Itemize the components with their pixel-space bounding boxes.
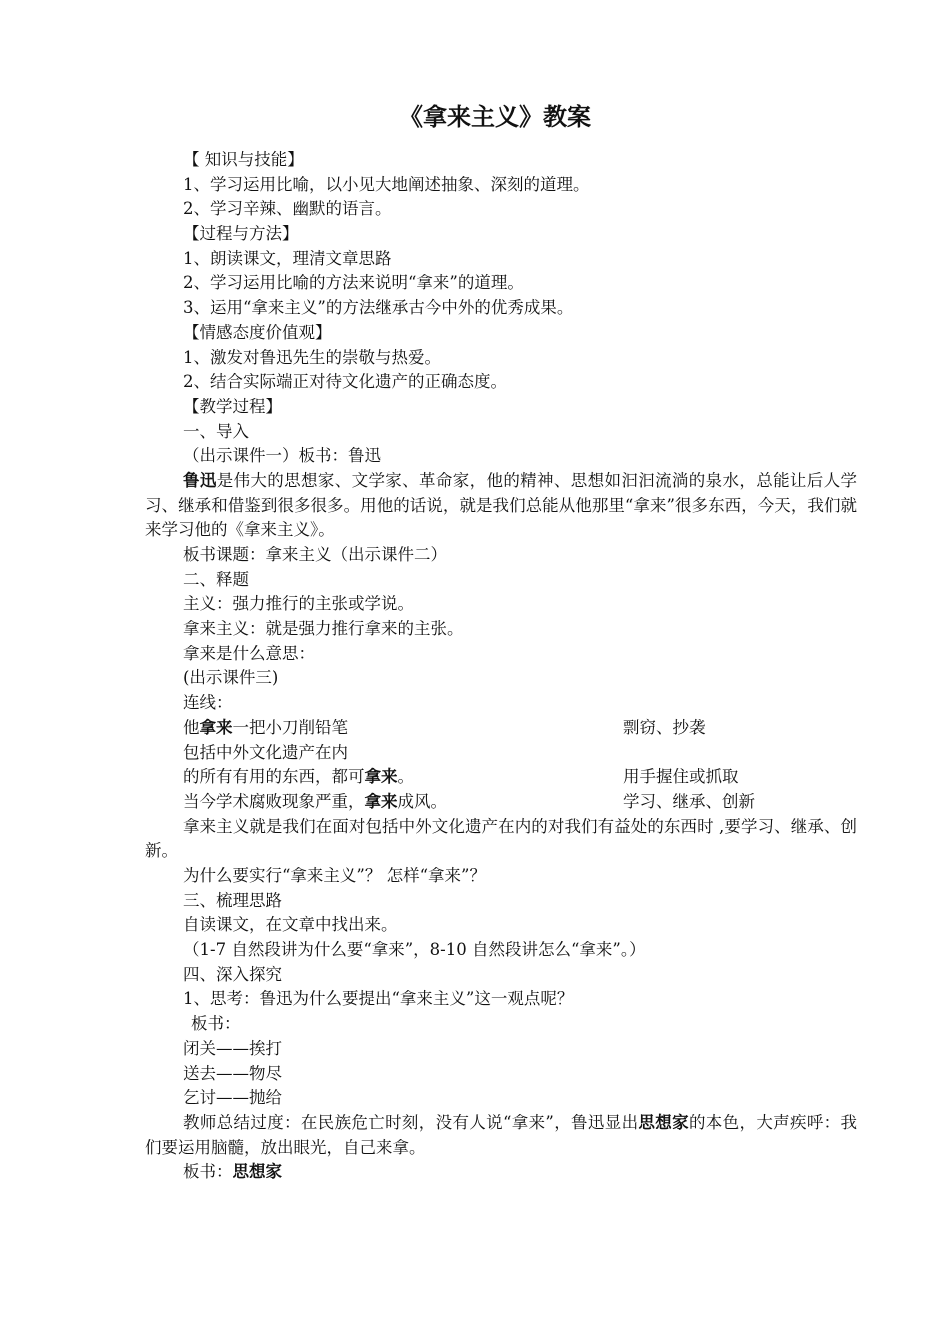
- match-3-post: 。: [397, 767, 414, 787]
- match-4-pre: 当今学术腐败现象严重，: [183, 791, 365, 811]
- match-3-bold: 拿来: [364, 767, 398, 787]
- knowledge-item-1: 1、学习运用比喻，以小见大地阐述抽象、深刻的道理。: [183, 174, 590, 194]
- knowledge-header: 【 知识与技能】: [183, 150, 304, 169]
- process-item-1: 1、朗读课文，理清文章思路: [183, 248, 392, 268]
- match-3-pre: 的所有有用的东西，都可: [183, 767, 365, 787]
- document-body: [145, 148, 857, 1185]
- knowledge-item-2: 2、学习辛辣、幽默的语言。: [183, 199, 392, 219]
- final-board-bold: 思想家: [232, 1162, 282, 1182]
- explore-board-2: 送去——物尽: [183, 1063, 282, 1083]
- explain-heading: 二、释题: [183, 569, 249, 589]
- explain-question: 拿来是什么意思：: [183, 643, 315, 663]
- outline-note: （1-7 自然段讲为什么要“拿来”，8-10 自然段讲怎么“拿来”。）: [183, 940, 646, 960]
- emotion-header: 【情感态度价值观】: [183, 322, 332, 342]
- process-item-3: 3、运用“拿来主义”的方法继承古今中外的优秀成果。: [183, 298, 574, 318]
- match-1-post: 一把小刀削铅笔: [232, 717, 348, 737]
- match-1-bold: 拿来: [199, 717, 233, 737]
- explore-board-3: 乞讨——抛给: [183, 1088, 282, 1108]
- explain-zhuyi: 主义：强力推行的主张或学说。: [183, 594, 414, 614]
- match-row-3: [145, 765, 857, 790]
- explain-nalai-zhuyi: 拿来主义：就是强力推行拿来的主张。: [183, 619, 464, 639]
- intro-board-title: 板书课题：拿来主义（出示课件二）: [183, 545, 447, 565]
- process-header: 【过程与方法】: [183, 224, 299, 244]
- conclusion-post: 的本色，大声疾呼：我们要运用脑髓，放出眼光，自己来拿。: [145, 1112, 858, 1157]
- explore-question-1: 1、思考：鲁迅为什么要提出“拿来主义”这一观点呢？: [183, 989, 574, 1009]
- outline-read: 自读课文，在文章中找出来。: [183, 915, 398, 935]
- teaching-header: 【教学过程】: [183, 396, 282, 416]
- conclusion-bold: 思想家: [638, 1112, 689, 1132]
- intro-paragraph-text: 是伟大的思想家、文学家、革命家，他的精神、思想如汩汩流淌的泉水，总能让后人学习、继承和借鉴到很多很多。用他的话说，就是我们总能从他那里“拿来”很多东西，今天，我们就来学习他的《拿来主义》。: [145, 470, 858, 540]
- explain-why: 为什么要实行“拿来主义”？ 怎样“拿来”？: [183, 866, 486, 886]
- outline-heading: 三、梳理思路: [183, 890, 282, 910]
- intro-bold-luxun: 鲁迅: [183, 470, 217, 490]
- match-3-right: 用手握住或抓取: [623, 767, 739, 787]
- final-board-label: 板书：: [183, 1162, 233, 1182]
- explore-conclusion: [145, 1111, 857, 1160]
- intro-heading: 一、导入: [183, 421, 249, 441]
- explore-board-label: 板书：: [191, 1014, 241, 1034]
- match-label: 连线：: [183, 693, 233, 713]
- match-4-bold: 拿来: [364, 791, 398, 811]
- intro-courseware-1: （出示课件一）板书：鲁迅: [183, 446, 381, 466]
- explore-heading: 四、深入探究: [183, 964, 282, 984]
- explain-courseware-3: (出示课件三): [183, 668, 279, 688]
- emotion-item-1: 1、激发对鲁迅先生的崇敬与热爱。: [183, 347, 441, 367]
- match-4-right: 学习、继承、创新: [623, 791, 755, 811]
- match-4-post: 成风。: [397, 791, 447, 811]
- explain-summary: 拿来主义就是我们在面对包括中外文化遗产在内的对我们有益处的东西时 ,要学习、继承、创新。: [145, 816, 857, 861]
- emotion-item-2: 2、结合实际端正对待文化遗产的正确态度。: [183, 372, 507, 392]
- process-item-2: 2、学习运用比喻的方法来说明“拿来”的道理。: [183, 273, 524, 293]
- match-1-right: 剽窃、抄袭: [623, 717, 706, 737]
- match-row-4: [145, 790, 857, 815]
- explore-board-1: 闭关——挨打: [183, 1038, 282, 1058]
- document-title: 《拿来主义》教案: [399, 103, 591, 131]
- intro-paragraph: [145, 469, 857, 543]
- match-row-2: 包括中外文化遗产在内: [183, 742, 348, 762]
- match-1-pre: 他: [183, 717, 200, 737]
- match-row-1: [145, 716, 857, 741]
- conclusion-pre: 教师总结过度：在民族危亡时刻，没有人说“拿来”，鲁迅显出: [183, 1112, 639, 1132]
- explore-final-board: [145, 1160, 857, 1185]
